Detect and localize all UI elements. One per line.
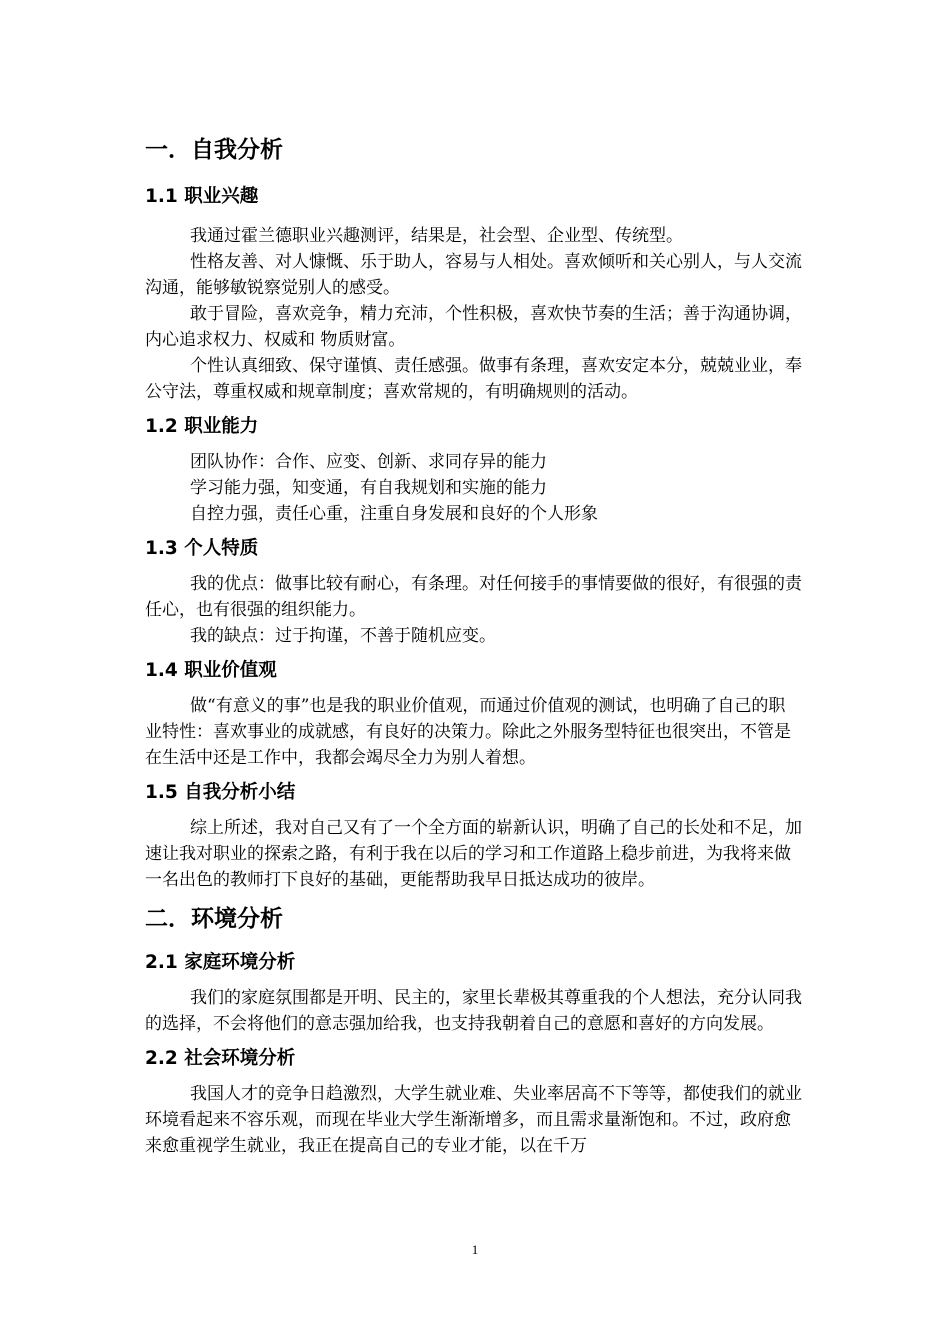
paragraph: 我的缺点：过于拘谨，不善于随机应变。 <box>190 626 496 646</box>
paragraph: 个性认真细致、保守谨慎、责任感强。做事有条理，喜欢安定本分，兢兢业业，奉公守法，尊重权威和规章制度；喜欢常规的，有明确规则的活动。 <box>145 356 802 402</box>
paragraph: 做“有意义的事”也是我的职业价值观，而通过价值观的测试，也明确了自己的职业特性：喜欢事业的成就感，有良好的决策力。除此之外服务型特征也很突出，不管是在生活中还是工作中，我都会竭尽全力为别人着想。 <box>145 696 791 768</box>
subsection-heading-self-analysis-summary: 1.5 自我分析小结 <box>145 782 296 803</box>
paragraph: 我通过霍兰德职业兴趣测评，结果是，社会型、企业型、传统型。 <box>190 226 683 246</box>
subsection-heading-career-values: 1.4 职业价值观 <box>145 660 277 681</box>
section-heading-self-analysis: 一．自我分析 <box>145 137 283 163</box>
section-heading-environment-analysis: 二．环境分析 <box>145 906 283 932</box>
ability-line: 自控力强，责任心重，注重自身发展和良好的个人形象 <box>190 504 598 524</box>
ability-line: 团队协作：合作、应变、创新、求同存异的能力 <box>190 452 547 472</box>
ability-line: 学习能力强，知变通，有自我规划和实施的能力 <box>190 478 547 498</box>
paragraph: 我们的家庭氛围都是开明、民主的，家里长辈极其尊重我的个人想法，充分认同我的选择，不会将他们的意志强加给我，也支持我朝着自己的意愿和喜好的方向发展。 <box>145 988 802 1034</box>
paragraph: 综上所述，我对自己又有了一个全方面的崭新认识，明确了自己的长处和不足，加速让我对职业的探索之路，有利于我在以后的学习和工作道路上稳步前进，为我将来做一名出色的教师打下良好的基础，更能帮助我早日抵达成功的彼岸。 <box>145 818 802 890</box>
paragraph: 敢于冒险，喜欢竞争，精力充沛，个性积极，喜欢快节奏的生活；善于沟通协调，内心追求权力、权威和 物质财富。 <box>145 304 802 350</box>
subsection-heading-family-environment: 2.1 家庭环境分析 <box>145 952 296 973</box>
subsection-heading-personal-traits: 1.3 个人特质 <box>145 538 259 559</box>
paragraph: 我的优点：做事比较有耐心，有条理。对任何接手的事情要做的很好，有很强的责任心，也有很强的组织能力。 <box>145 574 802 620</box>
subsection-heading-career-interest: 1.1 职业兴趣 <box>145 186 259 207</box>
page-number: 1 <box>471 1242 479 1257</box>
paragraph: 我国人才的竞争日趋激烈，大学生就业难、失业率居高不下等等，都使我们的就业环境看起来不容乐观，而现在毕业大学生渐渐增多，而且需求量渐饱和。不过，政府愈来愈重视学生就业，我正在提高自己的专业才能，以在千万 <box>145 1084 802 1156</box>
paragraph: 性格友善、对人慷慨、乐于助人，容易与人相处。喜欢倾听和关心别人，与人交流沟通，能够敏锐察觉别人的感受。 <box>145 252 802 298</box>
subsection-heading-social-environment: 2.2 社会环境分析 <box>145 1048 296 1069</box>
subsection-heading-career-ability: 1.2 职业能力 <box>145 416 259 437</box>
